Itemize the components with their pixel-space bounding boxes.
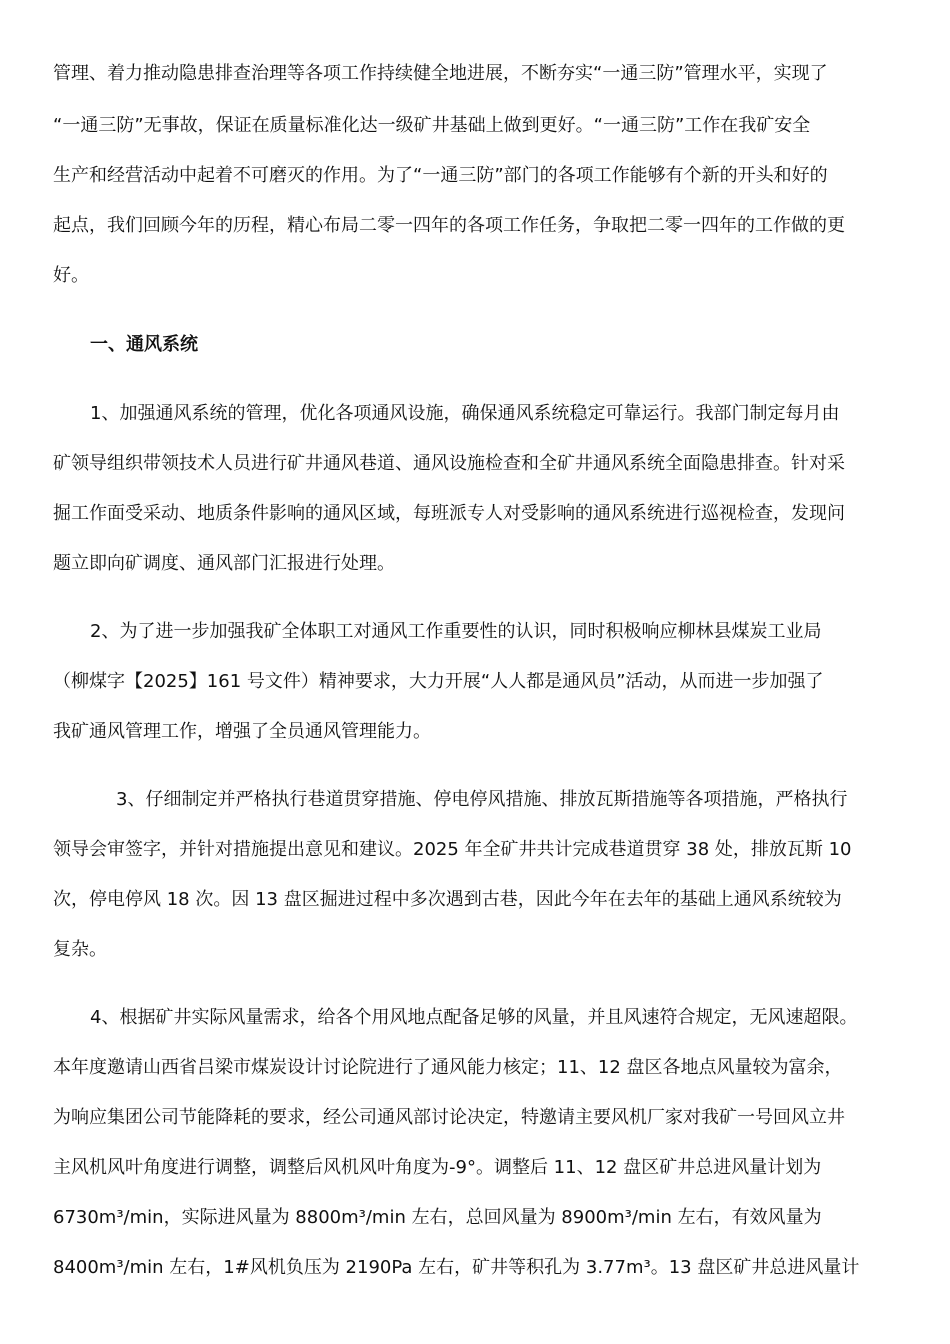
item1-line-4: 题立即向矿调度、通风部门汇报进行处理。	[53, 553, 395, 574]
intro-line-2: “一通三防”无事故，保证在质量标准化达一级矿井基础上做到更好。“一通三防”工作在我矿安全	[53, 115, 811, 136]
item3-line-2: 领导会审签字，并针对措施提出意见和建议。2025 年全矿井共计完成巷道贯穿 38 处，排放瓦斯 10	[53, 839, 852, 860]
item2-line-3: 我矿通风管理工作，增强了全员通风管理能力。	[53, 721, 431, 742]
item2-line-2: （柳煤字【2025】161 号文件）精神要求，大力开展“人人都是通风员”活动，从而进一步加强了	[53, 671, 824, 692]
item3-line-3: 次，停电停风 18 次。因 13 盘区掘进过程中多次遇到古巷，因此今年在去年的基础上通风系统较为	[53, 889, 842, 910]
item4-line-1: 4、根据矿井实际风量需求，给各个用风地点配备足够的风量，并且风速符合规定，无风速超限。	[90, 1007, 858, 1028]
item2-line-1: 2、为了进一步加强我矿全体职工对通风工作重要性的认识，同时积极响应柳林县煤炭工业局	[90, 621, 822, 642]
item3-line-4: 复杂。	[53, 939, 107, 960]
section-heading: 一、通风系统	[90, 334, 198, 355]
item4-line-4: 主风机风叶角度进行调整，调整后风机风叶角度为-9°。调整后 11、12 盘区矿井总进风量计划为	[53, 1157, 822, 1178]
item4-line-6: 8400m³/min 左右，1#风机负压为 2190Pa 左右，矿井等积孔为 3.77m³。13 盘区矿井总进风量计	[53, 1257, 860, 1278]
item4-line-2: 本年度邀请山西省吕梁市煤炭设计讨论院进行了通风能力核定；11、12 盘区各地点风量较为富余，	[53, 1057, 843, 1078]
item1-line-2: 矿领导组织带领技术人员进行矿井通风巷道、通风设施检查和全矿井通风系统全面隐患排查。针对采	[53, 453, 845, 474]
intro-line-5: 好。	[53, 265, 89, 286]
item1-line-3: 掘工作面受采动、地质条件影响的通风区域，每班派专人对受影响的通风系统进行巡视检查，发现问	[53, 503, 845, 524]
item4-line-5: 6730m³/min，实际进风量为 8800m³/min 左右，总回风量为 8900m³/min 左右，有效风量为	[53, 1207, 822, 1228]
intro-line-1: 管理、着力推动隐患排查治理等各项工作持续健全地进展，不断夯实“一通三防”管理水平，实现了	[53, 63, 828, 84]
intro-line-4: 起点，我们回顾今年的历程，精心布局二零一四年的各项工作任务，争取把二零一四年的工作做的更	[53, 215, 845, 236]
intro-line-3: 生产和经营活动中起着不可磨灭的作用。为了“一通三防”部门的各项工作能够有个新的开头和好的	[53, 165, 828, 186]
item4-line-3: 为响应集团公司节能降耗的要求，经公司通风部讨论决定，特邀请主要风机厂家对我矿一号回风立井	[53, 1107, 845, 1128]
item1-line-1: 1、加强通风系统的管理，优化各项通风设施，确保通风系统稳定可靠运行。我部门制定每月由	[90, 403, 840, 424]
item3-line-1: 3、仔细制定并严格执行巷道贯穿措施、停电停风措施、排放瓦斯措施等各项措施，严格执行	[116, 789, 848, 810]
